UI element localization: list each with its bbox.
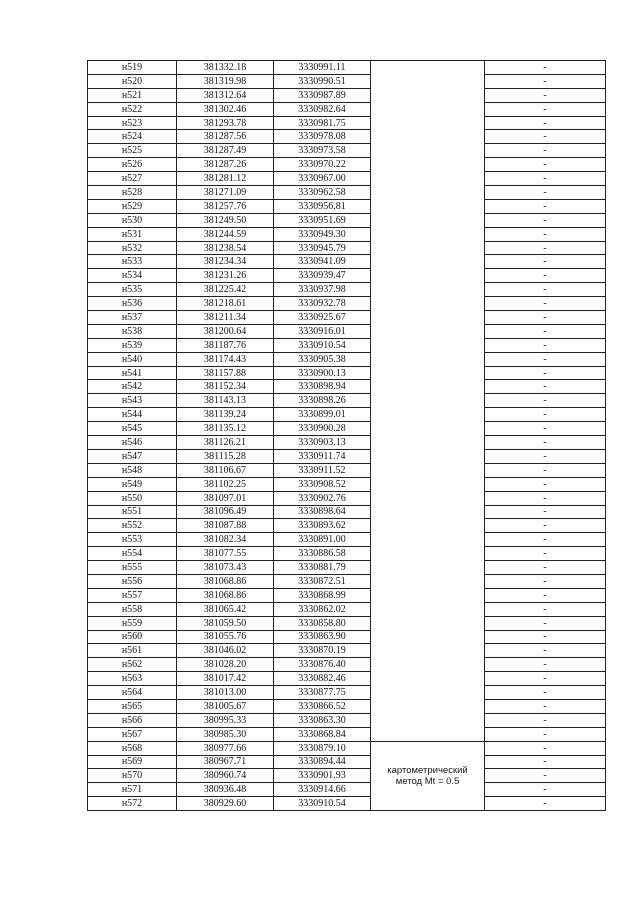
point-name-cell: н556: [88, 574, 177, 588]
table-row: [88, 380, 606, 394]
y-coordinate-cell: 3330910.54: [274, 338, 371, 352]
x-coordinate-cell: 381082.34: [177, 533, 274, 547]
accuracy-cell: -: [485, 408, 606, 422]
accuracy-cell: -: [485, 158, 606, 172]
accuracy-cell: -: [485, 741, 606, 755]
y-coordinate-cell: 3330898.64: [274, 505, 371, 519]
y-coordinate-cell: 3330990.51: [274, 74, 371, 88]
point-name-cell: н540: [88, 352, 177, 366]
y-coordinate-cell: 3330891.00: [274, 533, 371, 547]
table-row: [88, 297, 606, 311]
y-coordinate-cell: 3330987.89: [274, 88, 371, 102]
table-row: [88, 769, 606, 783]
accuracy-cell: -: [485, 394, 606, 408]
method-cell-group-2: [371, 741, 485, 810]
point-name-cell: н531: [88, 227, 177, 241]
table-row: [88, 519, 606, 533]
accuracy-cell: -: [485, 477, 606, 491]
x-coordinate-cell: 381174.43: [177, 352, 274, 366]
x-coordinate-cell: 381115.28: [177, 449, 274, 463]
table-row: [88, 713, 606, 727]
y-coordinate-cell: 3330973.58: [274, 144, 371, 158]
y-coordinate-cell: 3330905.38: [274, 352, 371, 366]
y-coordinate-cell: 3330916.01: [274, 324, 371, 338]
point-name-cell: н525: [88, 144, 177, 158]
point-name-cell: н548: [88, 463, 177, 477]
table-row: [88, 269, 606, 283]
x-coordinate-cell: 381200.64: [177, 324, 274, 338]
point-name-cell: н563: [88, 672, 177, 686]
point-name-cell: н523: [88, 116, 177, 130]
table-row: [88, 644, 606, 658]
x-coordinate-cell: 381287.56: [177, 130, 274, 144]
x-coordinate-cell: 381046.02: [177, 644, 274, 658]
point-name-cell: н559: [88, 616, 177, 630]
x-coordinate-cell: 381293.78: [177, 116, 274, 130]
table-row: [88, 658, 606, 672]
y-coordinate-cell: 3330982.64: [274, 102, 371, 116]
y-coordinate-cell: 3330911.52: [274, 463, 371, 477]
y-coordinate-cell: 3330978.08: [274, 130, 371, 144]
point-name-cell: н557: [88, 588, 177, 602]
accuracy-cell: -: [485, 74, 606, 88]
x-coordinate-cell: 381068.86: [177, 574, 274, 588]
y-coordinate-cell: 3330886.58: [274, 547, 371, 561]
accuracy-cell: -: [485, 561, 606, 575]
y-coordinate-cell: 3330910.54: [274, 797, 371, 811]
accuracy-cell: -: [485, 505, 606, 519]
x-coordinate-cell: 381073.43: [177, 561, 274, 575]
table-row: [88, 630, 606, 644]
table-row: [88, 561, 606, 575]
accuracy-cell: -: [485, 436, 606, 450]
x-coordinate-cell: 381087.88: [177, 519, 274, 533]
accuracy-cell: -: [485, 463, 606, 477]
x-coordinate-cell: 381139.24: [177, 408, 274, 422]
y-coordinate-cell: 3330882.46: [274, 672, 371, 686]
x-coordinate-cell: 381187.76: [177, 338, 274, 352]
table-row: [88, 324, 606, 338]
x-coordinate-cell: 381238.54: [177, 241, 274, 255]
x-coordinate-cell: 380960.74: [177, 769, 274, 783]
x-coordinate-cell: 381097.01: [177, 491, 274, 505]
table-row: [88, 366, 606, 380]
x-coordinate-cell: 381249.50: [177, 213, 274, 227]
y-coordinate-cell: 3330872.51: [274, 574, 371, 588]
point-name-cell: н565: [88, 699, 177, 713]
x-coordinate-cell: 381005.67: [177, 699, 274, 713]
y-coordinate-cell: 3330981.75: [274, 116, 371, 130]
point-name-cell: н564: [88, 686, 177, 700]
table-row: [88, 797, 606, 811]
y-coordinate-cell: 3330908.52: [274, 477, 371, 491]
table-row: [88, 74, 606, 88]
accuracy-cell: -: [485, 144, 606, 158]
y-coordinate-cell: 3330901.93: [274, 769, 371, 783]
y-coordinate-cell: 3330911.74: [274, 449, 371, 463]
accuracy-cell: -: [485, 172, 606, 186]
table-row: [88, 463, 606, 477]
y-coordinate-cell: 3330863.90: [274, 630, 371, 644]
point-name-cell: н555: [88, 561, 177, 575]
table-row: [88, 241, 606, 255]
accuracy-cell: -: [485, 672, 606, 686]
y-coordinate-cell: 3330893.62: [274, 519, 371, 533]
point-name-cell: н528: [88, 186, 177, 200]
table-row: [88, 88, 606, 102]
x-coordinate-cell: 381218.61: [177, 297, 274, 311]
x-coordinate-cell: 381234.34: [177, 255, 274, 269]
accuracy-cell: -: [485, 61, 606, 75]
x-coordinate-cell: 380967.71: [177, 755, 274, 769]
point-name-cell: н533: [88, 255, 177, 269]
y-coordinate-cell: 3330941.09: [274, 255, 371, 269]
point-name-cell: н532: [88, 241, 177, 255]
accuracy-cell: -: [485, 547, 606, 561]
accuracy-cell: -: [485, 130, 606, 144]
x-coordinate-cell: 380995.33: [177, 713, 274, 727]
table-row: [88, 533, 606, 547]
table-row: [88, 186, 606, 200]
y-coordinate-cell: 3330868.84: [274, 727, 371, 741]
method-name: картометрический: [387, 764, 468, 776]
accuracy-cell: -: [485, 338, 606, 352]
table-row: [88, 741, 606, 755]
method-accuracy: метод Mt = 0.5: [395, 775, 460, 787]
y-coordinate-cell: 3330925.67: [274, 311, 371, 325]
y-coordinate-cell: 3330945.79: [274, 241, 371, 255]
accuracy-cell: -: [485, 297, 606, 311]
x-coordinate-cell: 381065.42: [177, 602, 274, 616]
accuracy-cell: -: [485, 797, 606, 811]
accuracy-cell: -: [485, 449, 606, 463]
accuracy-cell: -: [485, 88, 606, 102]
point-name-cell: н541: [88, 366, 177, 380]
accuracy-cell: -: [485, 102, 606, 116]
coordinates-table-body: [88, 61, 606, 811]
accuracy-cell: -: [485, 658, 606, 672]
accuracy-cell: -: [485, 574, 606, 588]
point-name-cell: н520: [88, 74, 177, 88]
accuracy-cell: -: [485, 199, 606, 213]
y-coordinate-cell: 3330932.78: [274, 297, 371, 311]
x-coordinate-cell: 381055.76: [177, 630, 274, 644]
y-coordinate-cell: 3330879.10: [274, 741, 371, 755]
point-name-cell: н522: [88, 102, 177, 116]
table-row: [88, 727, 606, 741]
x-coordinate-cell: 381231.26: [177, 269, 274, 283]
point-name-cell: н539: [88, 338, 177, 352]
point-name-cell: н567: [88, 727, 177, 741]
y-coordinate-cell: 3330876.40: [274, 658, 371, 672]
table-row: [88, 158, 606, 172]
table-row: [88, 338, 606, 352]
point-name-cell: н542: [88, 380, 177, 394]
accuracy-cell: -: [485, 755, 606, 769]
table-row: [88, 449, 606, 463]
point-name-cell: н572: [88, 797, 177, 811]
x-coordinate-cell: 381157.88: [177, 366, 274, 380]
point-name-cell: н549: [88, 477, 177, 491]
accuracy-cell: -: [485, 602, 606, 616]
point-name-cell: н554: [88, 547, 177, 561]
x-coordinate-cell: 381059.50: [177, 616, 274, 630]
point-name-cell: н536: [88, 297, 177, 311]
point-name-cell: н552: [88, 519, 177, 533]
y-coordinate-cell: 3330939.47: [274, 269, 371, 283]
y-coordinate-cell: 3330903.13: [274, 436, 371, 450]
accuracy-cell: -: [485, 227, 606, 241]
point-name-cell: н546: [88, 436, 177, 450]
table-row: [88, 227, 606, 241]
point-name-cell: н569: [88, 755, 177, 769]
x-coordinate-cell: 381013.00: [177, 686, 274, 700]
y-coordinate-cell: 3330902.76: [274, 491, 371, 505]
point-name-cell: н529: [88, 199, 177, 213]
accuracy-cell: -: [485, 352, 606, 366]
x-coordinate-cell: 381281.12: [177, 172, 274, 186]
x-coordinate-cell: 381135.12: [177, 422, 274, 436]
y-coordinate-cell: 3330858.80: [274, 616, 371, 630]
accuracy-cell: -: [485, 324, 606, 338]
table-row: [88, 699, 606, 713]
y-coordinate-cell: 3330937.98: [274, 283, 371, 297]
table-row: [88, 686, 606, 700]
point-name-cell: н527: [88, 172, 177, 186]
table-row: [88, 783, 606, 797]
table-row: [88, 172, 606, 186]
table-row: [88, 102, 606, 116]
x-coordinate-cell: 381068.86: [177, 588, 274, 602]
table-row: [88, 61, 606, 75]
point-name-cell: н543: [88, 394, 177, 408]
y-coordinate-cell: 3330866.52: [274, 699, 371, 713]
y-coordinate-cell: 3330900.28: [274, 422, 371, 436]
point-name-cell: н560: [88, 630, 177, 644]
x-coordinate-cell: 381287.49: [177, 144, 274, 158]
point-name-cell: н526: [88, 158, 177, 172]
accuracy-cell: -: [485, 713, 606, 727]
accuracy-cell: -: [485, 616, 606, 630]
x-coordinate-cell: 381244.59: [177, 227, 274, 241]
table-row: [88, 672, 606, 686]
x-coordinate-cell: 381143.13: [177, 394, 274, 408]
x-coordinate-cell: 381126.21: [177, 436, 274, 450]
x-coordinate-cell: 381287.26: [177, 158, 274, 172]
y-coordinate-cell: 3330991.11: [274, 61, 371, 75]
accuracy-cell: -: [485, 519, 606, 533]
table-row: [88, 199, 606, 213]
x-coordinate-cell: 381257.76: [177, 199, 274, 213]
x-coordinate-cell: 381225.42: [177, 283, 274, 297]
point-name-cell: н553: [88, 533, 177, 547]
x-coordinate-cell: 381152.34: [177, 380, 274, 394]
accuracy-cell: -: [485, 783, 606, 797]
y-coordinate-cell: 3330877.75: [274, 686, 371, 700]
accuracy-cell: -: [485, 769, 606, 783]
x-coordinate-cell: 381106.67: [177, 463, 274, 477]
table-row: [88, 283, 606, 297]
y-coordinate-cell: 3330881.79: [274, 561, 371, 575]
accuracy-cell: -: [485, 116, 606, 130]
method-text: [371, 765, 484, 787]
table-row: [88, 311, 606, 325]
x-coordinate-cell: 381319.98: [177, 74, 274, 88]
coordinates-table: [87, 60, 606, 811]
x-coordinate-cell: 381096.49: [177, 505, 274, 519]
point-name-cell: н534: [88, 269, 177, 283]
table-row: [88, 547, 606, 561]
table-row: [88, 588, 606, 602]
table-row: [88, 213, 606, 227]
y-coordinate-cell: 3330962.58: [274, 186, 371, 200]
table-row: [88, 144, 606, 158]
point-name-cell: н545: [88, 422, 177, 436]
y-coordinate-cell: 3330868.99: [274, 588, 371, 602]
y-coordinate-cell: 3330900.13: [274, 366, 371, 380]
accuracy-cell: -: [485, 588, 606, 602]
accuracy-cell: -: [485, 380, 606, 394]
table-row: [88, 436, 606, 450]
table-row: [88, 574, 606, 588]
table-row: [88, 616, 606, 630]
accuracy-cell: -: [485, 644, 606, 658]
accuracy-cell: -: [485, 255, 606, 269]
accuracy-cell: -: [485, 533, 606, 547]
table-row: [88, 505, 606, 519]
accuracy-cell: -: [485, 283, 606, 297]
accuracy-cell: -: [485, 269, 606, 283]
accuracy-cell: -: [485, 630, 606, 644]
y-coordinate-cell: 3330970.22: [274, 158, 371, 172]
point-name-cell: н544: [88, 408, 177, 422]
y-coordinate-cell: 3330862.02: [274, 602, 371, 616]
accuracy-cell: -: [485, 186, 606, 200]
point-name-cell: н568: [88, 741, 177, 755]
accuracy-cell: -: [485, 422, 606, 436]
accuracy-cell: -: [485, 241, 606, 255]
point-name-cell: н547: [88, 449, 177, 463]
point-name-cell: н570: [88, 769, 177, 783]
point-name-cell: н538: [88, 324, 177, 338]
point-name-cell: н521: [88, 88, 177, 102]
accuracy-cell: -: [485, 213, 606, 227]
y-coordinate-cell: 3330899.01: [274, 408, 371, 422]
x-coordinate-cell: 381077.55: [177, 547, 274, 561]
table-row: [88, 602, 606, 616]
y-coordinate-cell: 3330870.19: [274, 644, 371, 658]
x-coordinate-cell: 381211.34: [177, 311, 274, 325]
y-coordinate-cell: 3330956.81: [274, 199, 371, 213]
x-coordinate-cell: 381302.46: [177, 102, 274, 116]
table-row: [88, 491, 606, 505]
x-coordinate-cell: 381332.18: [177, 61, 274, 75]
table-row: [88, 130, 606, 144]
y-coordinate-cell: 3330914.66: [274, 783, 371, 797]
accuracy-cell: -: [485, 311, 606, 325]
x-coordinate-cell: 380936.48: [177, 783, 274, 797]
table-row: [88, 116, 606, 130]
x-coordinate-cell: 380929.60: [177, 797, 274, 811]
x-coordinate-cell: 380985.30: [177, 727, 274, 741]
method-cell-group-1: [371, 61, 485, 742]
point-name-cell: н530: [88, 213, 177, 227]
point-name-cell: н550: [88, 491, 177, 505]
x-coordinate-cell: 381271.09: [177, 186, 274, 200]
y-coordinate-cell: 3330894.44: [274, 755, 371, 769]
table-row: [88, 352, 606, 366]
y-coordinate-cell: 3330863.30: [274, 713, 371, 727]
y-coordinate-cell: 3330898.26: [274, 394, 371, 408]
table-row: [88, 394, 606, 408]
table-row: [88, 422, 606, 436]
point-name-cell: н551: [88, 505, 177, 519]
y-coordinate-cell: 3330951.69: [274, 213, 371, 227]
x-coordinate-cell: 380977.66: [177, 741, 274, 755]
accuracy-cell: -: [485, 727, 606, 741]
point-name-cell: н519: [88, 61, 177, 75]
accuracy-cell: -: [485, 366, 606, 380]
point-name-cell: н571: [88, 783, 177, 797]
point-name-cell: н566: [88, 713, 177, 727]
y-coordinate-cell: 3330967.00: [274, 172, 371, 186]
accuracy-cell: -: [485, 699, 606, 713]
point-name-cell: н562: [88, 658, 177, 672]
table-row: [88, 477, 606, 491]
y-coordinate-cell: 3330949.30: [274, 227, 371, 241]
accuracy-cell: -: [485, 491, 606, 505]
table-row: [88, 408, 606, 422]
point-name-cell: н558: [88, 602, 177, 616]
table-row: [88, 755, 606, 769]
point-name-cell: н524: [88, 130, 177, 144]
accuracy-cell: -: [485, 686, 606, 700]
x-coordinate-cell: 381102.25: [177, 477, 274, 491]
y-coordinate-cell: 3330898.94: [274, 380, 371, 394]
x-coordinate-cell: 381028.20: [177, 658, 274, 672]
table-row: [88, 255, 606, 269]
point-name-cell: н537: [88, 311, 177, 325]
x-coordinate-cell: 381017.42: [177, 672, 274, 686]
x-coordinate-cell: 381312.64: [177, 88, 274, 102]
point-name-cell: н535: [88, 283, 177, 297]
point-name-cell: н561: [88, 644, 177, 658]
